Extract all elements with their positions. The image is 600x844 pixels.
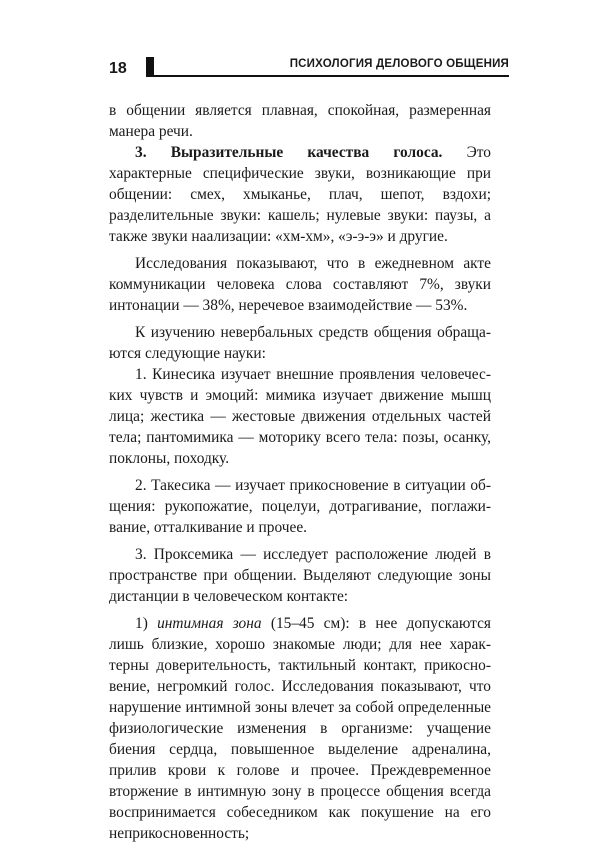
- paragraph-2-heading: 3. Выразительные качества голоса.: [135, 144, 443, 161]
- body-text: [109, 100, 491, 844]
- paragraph-8: [109, 613, 491, 844]
- paragraph-2: [109, 142, 491, 247]
- paragraph-3: Исследования показывают, что в ежедневном акте коммуникации человека слова составляют 7%, звуки интонации — 38%, неречевое взаимодействие — 53%.: [109, 255, 491, 314]
- paragraph-5: 1. Кинесика изучает внешние проявления человеческих чувств и эмоций: мимика изучает движение мышц лица; жестика — жестовые движения отдельных частей тела; пантомимика — моторику всего тела: позы, осанку, поклоны, походку.: [109, 366, 491, 467]
- paragraph-6: 2. Такесика — изучает прикосновение в ситуации общения: рукопожатие, поцелуи, дотрагивание, поглаживание, отталкивание и прочее.: [109, 477, 491, 536]
- paragraph-2-text: Это характерные специфические звуки, возникающие при общении: смех, хмыканье, плач, шепот, вздохи; разделительные звуки: кашель; нулевые звуки: паузы, а также звуки наализации: «хм-хм», «э-э-э» и другие.: [109, 144, 491, 245]
- paragraph-1: в общении является плавная, спокойная, размеренная манера речи.: [109, 102, 491, 140]
- paragraph-8-text: (15–45 см): в нее допускаются лишь близкие, хорошо знакомые люди; для нее характерны доверительность, тактильный контакт, прикосновение, негромкий голос. Исследования показывают, что нарушение интимной зоны влечет за собой определенные физиологические изменения в организме: учащение биения сердца, повышенное выделение адреналина, прилив крови к голове и прочее. Преждевременное вторжение в интимную зону в процессе общения всегда воспринимается собеседником как покушение на его неприкосновенность;: [109, 615, 491, 842]
- running-title: ПСИХОЛОГИЯ ДЕЛОВОГО ОБЩЕНИЯ: [289, 58, 509, 70]
- running-header: [109, 56, 509, 88]
- paragraph-7: 3. Проксемика — исследует расположение людей в пространстве при общении. Выделяют следующие зоны дистанции в человеческом контакте:: [109, 546, 491, 605]
- header-rule: [154, 75, 509, 77]
- paragraph-4: К изучению невербальных средств общения обращаются следующие науки:: [109, 324, 491, 362]
- header-bar: [146, 57, 154, 77]
- page-number: 18: [109, 60, 127, 77]
- paragraph-8-term: интимная зона: [157, 615, 262, 632]
- paragraph-8-number: 1): [135, 615, 158, 632]
